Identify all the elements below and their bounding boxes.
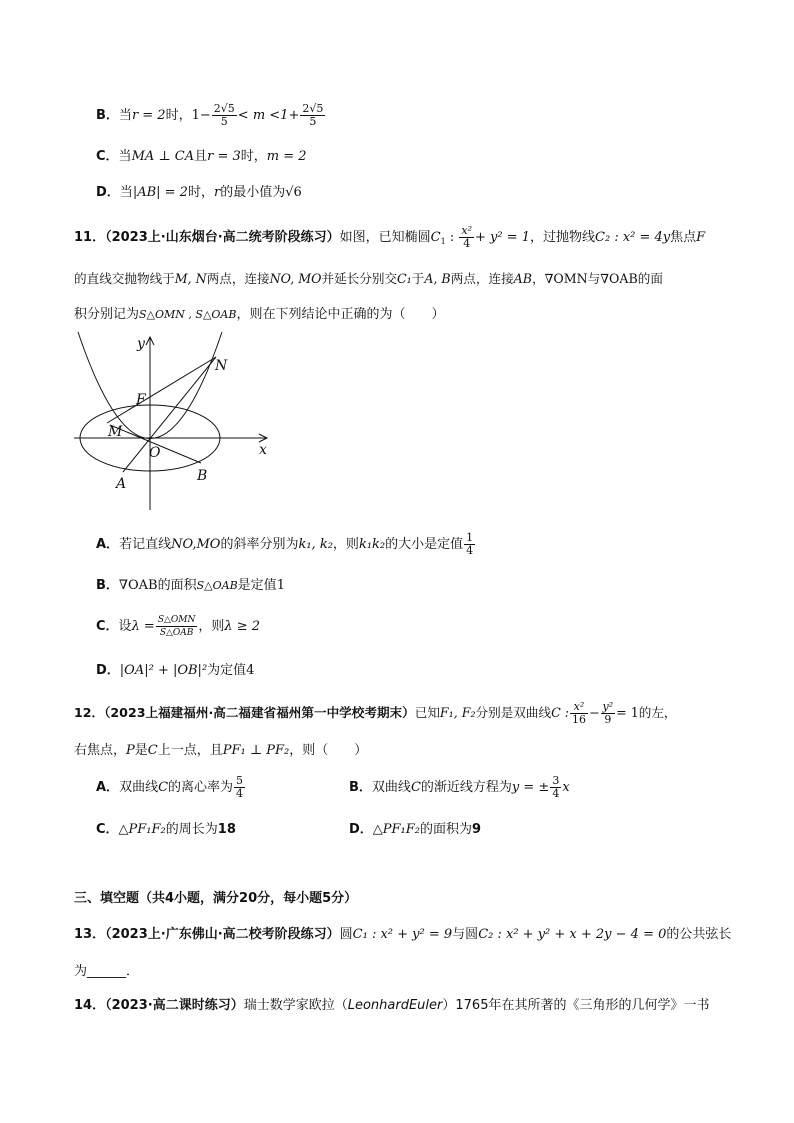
question-number: 14． [74, 998, 106, 1013]
label-f: F [136, 392, 146, 408]
text: 两点，连接 [206, 271, 270, 286]
text: 的面积 [157, 578, 197, 593]
math-expr: k₁k₂ [358, 537, 386, 552]
frac-den: 5 [309, 115, 317, 128]
text: 且 [194, 149, 208, 164]
frac-num: x² [461, 224, 472, 237]
frac-den: 4 [466, 544, 474, 557]
math-expr: λ ≥ 2 [224, 619, 261, 634]
math-expr: △PF₁F₂ [118, 822, 166, 837]
math-expr: m = 2 [266, 149, 307, 164]
label-y: y [137, 336, 145, 352]
frac-num: 1 [466, 531, 474, 544]
text: 的周长为 [165, 822, 218, 837]
q13-answer-blank: 为______． [74, 964, 140, 979]
text: 当 [118, 149, 132, 164]
text: ，则 [332, 537, 359, 552]
text: 瑞士数学家欧拉（ [243, 998, 348, 1013]
q12-option-a [96, 775, 246, 800]
q11-option-a [96, 532, 476, 557]
math-expr: C [410, 780, 421, 795]
fraction [156, 614, 198, 639]
frac-den: 4 [236, 787, 244, 800]
math-expr: S△OMN , S△OAB [139, 308, 237, 321]
text: 的直线交抛物线于 [74, 271, 175, 286]
math-expr: P [126, 743, 135, 758]
option-label: C． [96, 149, 119, 164]
text: 如图，已知椭圆 [339, 230, 431, 245]
math-expr: k₁, k₂ [298, 537, 333, 552]
fraction [601, 701, 616, 726]
q12-stem-line2 [74, 739, 367, 758]
frac-num: 3 [552, 774, 560, 787]
text: 上一点，且 [157, 743, 223, 758]
text: 设 [118, 619, 132, 634]
fraction [570, 701, 588, 726]
math-expr: C [158, 780, 169, 795]
label-m: M [108, 424, 123, 440]
math-expr: |OA|² + |OB|² [119, 663, 208, 678]
frac-num: y² [602, 700, 614, 713]
math-expr: NO, MO [269, 271, 322, 286]
q10-option-d [96, 181, 302, 200]
math-expr: △PF₁F₂ [372, 822, 421, 837]
q12-option-c [96, 818, 236, 837]
math-expr: < m <1+ [237, 108, 300, 123]
math-expr: ∇OMN [544, 271, 588, 286]
text: 时， [240, 149, 267, 164]
text: 的离心率为 [168, 780, 234, 795]
text: 的渐近线方程为 [420, 780, 512, 795]
text: 右焦点， [74, 743, 127, 758]
option-label: A． [96, 537, 120, 552]
text: 与圆 [452, 927, 479, 942]
math-expr: r = 2 [131, 108, 166, 123]
math-expr: λ = [131, 619, 155, 634]
text: 时， [165, 108, 192, 123]
text: ，则 [198, 619, 225, 634]
math-expr: 1− [191, 108, 211, 123]
q11-stem-line1: 11．（2023上·山东烟台·高二统考阶段练习）如图，已知椭圆$C_1$ : $\frac{\text{x²}}{4}$ + y² = 1，过抛物线C₂ : x² = 4y焦点F [74, 224, 706, 250]
math-expr: AB [513, 271, 533, 286]
frac-den: 5 [220, 115, 228, 128]
question-source: （2023上福建福州·高二福建省福州第一中学校考期末） [104, 705, 415, 720]
q12-option-b [349, 775, 570, 800]
math-expr: C₂ : x² = 4y [595, 230, 671, 245]
text: 已知 [414, 705, 440, 720]
fraction [459, 225, 474, 250]
math-expr: = 1 [616, 705, 639, 720]
text: 的公共弦长 [666, 927, 732, 942]
q10-option-c [96, 145, 307, 164]
option-label: C． [96, 619, 119, 634]
option-label: B． [96, 108, 119, 123]
text: ，则在下列结论中正确的为（ ） [236, 307, 445, 322]
math-expr: 18 [217, 822, 236, 837]
text: 焦点 [670, 230, 697, 245]
label-x: x [259, 442, 267, 458]
q10-option-b [96, 103, 326, 128]
text: 当 [119, 185, 133, 200]
frac-num: 2√5 [213, 102, 235, 115]
question-source: （2023·高二课时练习） [105, 998, 244, 1013]
text: ，过抛物线 [530, 230, 596, 245]
q12-option-d [349, 818, 481, 837]
math-expr: 4 [246, 663, 255, 678]
q11-figure [70, 330, 280, 515]
q11-option-b [96, 574, 285, 593]
text: 的大小是定值 [385, 537, 464, 552]
option-label: C． [96, 822, 119, 837]
math-expr: LeonhardEuler [347, 998, 443, 1013]
math-expr: NO,MO [171, 537, 221, 552]
text: 为定值 [207, 663, 247, 678]
frac-den: 9 [604, 713, 612, 726]
q12-stem-line1: 12．（2023上福建福州·高二福建省福州第一中学校考期末）已知F₁, F₂分别是双曲线C : $\frac{\text{x²}}{16}$ − $\frac{\text{y²}}{9}$ = 1的左， [74, 700, 677, 726]
frac-num: 2√5 [302, 102, 324, 115]
question-number: 13． [74, 927, 106, 942]
math-expr: 1 [276, 578, 285, 593]
text: 若记直线 [119, 537, 172, 552]
text: 的最小值为 [220, 185, 286, 200]
option-label: D． [96, 663, 120, 678]
q11-stem-line2 [74, 268, 663, 287]
text: ，则（ ） [289, 743, 368, 758]
option-label: B． [96, 578, 119, 593]
frac-num: 5 [236, 774, 244, 787]
math-expr: S△OAB [196, 579, 238, 592]
text: 于 [411, 271, 425, 286]
frac-num: S△OMN [157, 615, 196, 625]
math-expr: ∇OAB [600, 271, 638, 286]
text: ， [532, 271, 545, 286]
label-b: B [197, 468, 208, 484]
frac-den: 4 [463, 237, 471, 250]
text: 与 [587, 271, 601, 286]
frac-den: S△OAB [159, 628, 194, 638]
math-expr: C : [551, 705, 569, 720]
frac-num: x² [570, 701, 588, 714]
math-expr: C [430, 230, 441, 245]
math-expr: F₁, F₂ [439, 705, 476, 720]
question-number: 11． [74, 230, 106, 245]
frac-den: 4 [552, 787, 560, 800]
option-label: D． [96, 185, 120, 200]
question-number: 12． [74, 705, 105, 720]
text: 时， [187, 185, 214, 200]
fraction [550, 775, 561, 800]
option-label: A． [96, 780, 120, 795]
line-na [123, 357, 216, 472]
label-n: N [215, 358, 228, 374]
text: 的斜率分别为 [220, 537, 299, 552]
math-expr: C₂ : x² + y² + x + 2y − 4 = 0 [478, 927, 667, 942]
text: 的左， [638, 705, 677, 720]
math-expr: |AB| = 2 [132, 185, 188, 200]
q11-option-d [96, 659, 254, 678]
math-expr: r [213, 185, 221, 200]
text: 当 [118, 108, 132, 123]
math-expr: C₁ [397, 271, 412, 286]
q11-stem-line3 [74, 303, 444, 322]
math-expr: √6 [285, 185, 302, 200]
text: 分别是双曲线 [475, 705, 552, 720]
math-expr: A, B [424, 271, 451, 286]
fraction [234, 775, 245, 800]
label-o: O [149, 445, 161, 461]
math-expr: + y² = 1 [475, 230, 531, 245]
math-expr: r = 3 [207, 149, 241, 164]
math-expr: y = ± [511, 780, 550, 795]
question-source: （2023上·广东佛山·高二校考阶段练习） [105, 927, 340, 942]
fraction [212, 103, 237, 128]
question-source: （2023上·山东烟台·高二统考阶段练习） [105, 230, 340, 245]
q11-option-c [96, 614, 260, 639]
math-expr: C [147, 743, 158, 758]
frac-den: 16 [571, 713, 586, 726]
math-expr: ∇OAB [118, 578, 158, 593]
fraction [300, 103, 325, 128]
text: 的面积为 [420, 822, 473, 837]
text: ）1765年在其所著的《三角形的几何学》一书 [442, 998, 710, 1013]
text: 圆 [339, 927, 353, 942]
text: 两点，连接 [450, 271, 514, 286]
text: 双曲线 [371, 780, 411, 795]
section-title: 三、填空题（共4小题，满分20分，每小题5分） [74, 891, 358, 906]
option-label: B． [349, 780, 372, 795]
label-a: A [116, 476, 127, 492]
q13-stem-line1 [74, 923, 731, 942]
text: 双曲线 [119, 780, 159, 795]
math-expr: 9 [472, 822, 482, 837]
math-expr: C₁ : x² + y² = 9 [352, 927, 453, 942]
fraction [464, 532, 475, 557]
text: 的面 [637, 271, 663, 286]
line-mn [107, 357, 216, 423]
math-expr: F [696, 230, 706, 245]
math-expr: x [562, 780, 570, 795]
math-expr: M, N [174, 271, 207, 286]
text: 并延长分别交 [321, 271, 398, 286]
text: 是定值 [237, 578, 277, 593]
math-expr: PF₁ ⊥ PF₂ [222, 743, 290, 758]
math-expr: MA ⊥ CA [131, 149, 195, 164]
q14-stem-line1 [74, 994, 709, 1013]
text: 积分别记为 [74, 307, 140, 322]
option-label: D． [349, 822, 373, 837]
text: 是 [134, 743, 148, 758]
